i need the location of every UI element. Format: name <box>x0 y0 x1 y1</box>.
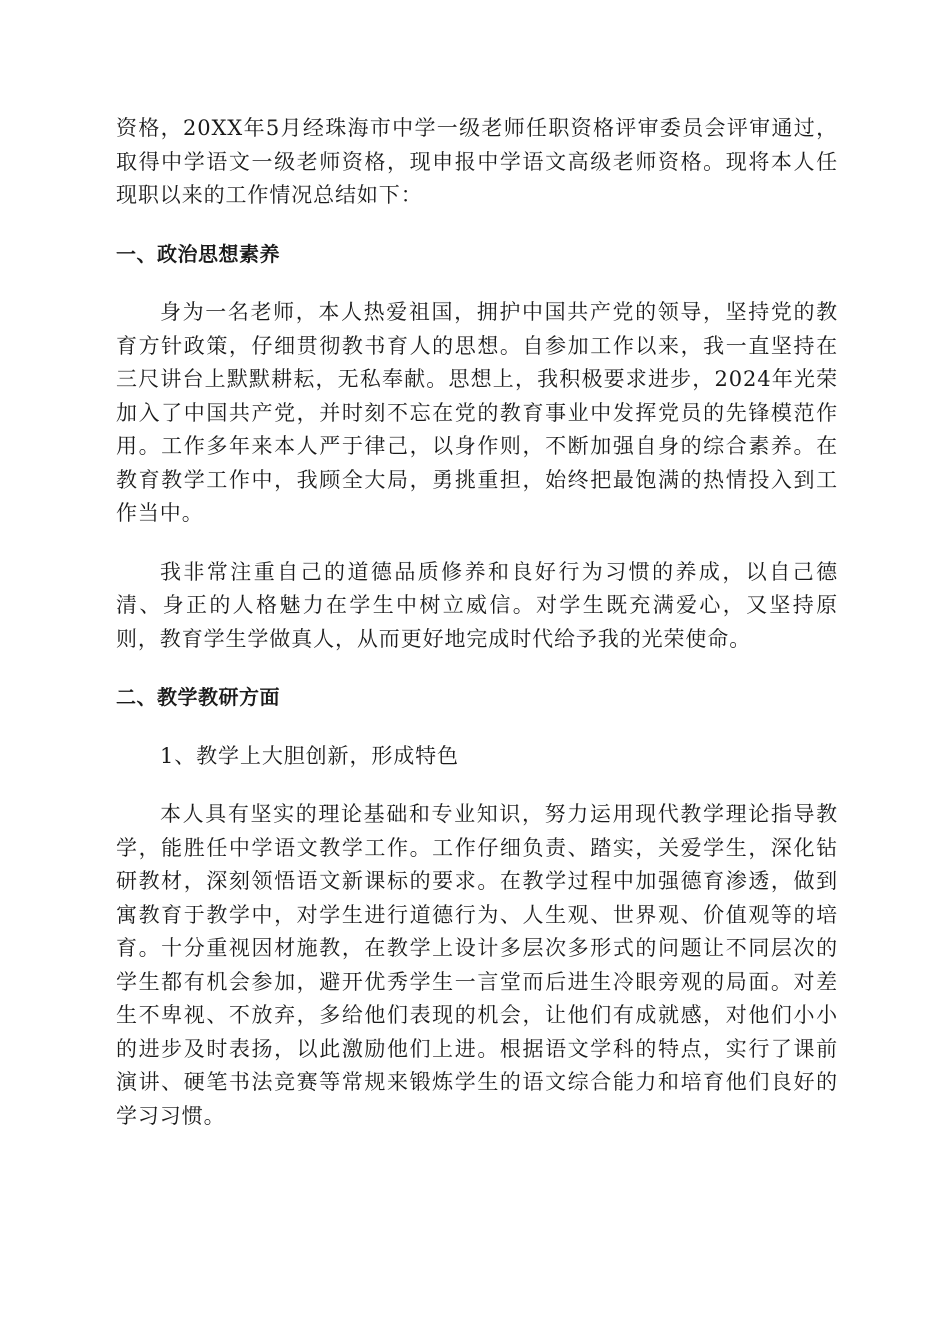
document-body <box>116 112 838 1133</box>
intro-paragraph: 资格，20XX年5月经珠海市中学一级老师任职资格评审委员会评审通过，取得中学语文一级老师资格，现申报中学语文高级老师资格。现将本人任现职以来的工作情况总结如下： <box>116 116 838 207</box>
paragraph-political-2: 我非常注重自己的道德品质修养和良好行为习惯的养成，以自己德清、身正的人格魅力在学生中树立威信。对学生既充满爱心，又坚持原则，教育学生学做真人，从而更好地完成时代给予我的光荣使命。 <box>116 559 838 651</box>
paragraph-political-1: 身为一名老师，本人热爱祖国，拥护中国共产党的领导，坚持党的教育方针政策，仔细贯彻教书育人的思想。自参加工作以来，我一直坚持在三尺讲台上默默耕耘，无私奉献。思想上，我积极要求进步，2024年光荣加入了中国共产党，并时刻不忘在党的教育事业中发挥党员的先锋模范作用。工作多年来本人严于律己，以身作则，不断加强自身的综合素养。在教育教学工作中，我顾全大局，勇挑重担，始终把最饱满的热情投入到工作当中。 <box>116 300 838 525</box>
section-heading-political: 一、政治思想素养 <box>116 241 280 266</box>
paragraph-teaching-1: 本人具有坚实的理论基础和专业知识，努力运用现代教学理论指导教学，能胜任中学语文教学工作。工作仔细负责、踏实，关爱学生，深化钻研教材，深刻领悟语文新课标的要求。在教学过程中加强德育渗透，做到寓教育于教学中，对学生进行道德行为、人生观、世界观、价值观等的培育。十分重视因材施教，在教学上设计多层次多形式的问题让不同层次的学生都有机会参加，避开优秀学生一言堂而后进生冷眼旁观的局面。对差生不卑视、不放弃，多给他们表现的机会，让他们有成就感，对他们小小的进步及时表扬，以此激励他们上进。根据语文学科的特点，实行了课前演讲、硬笔书法竞赛等常规来锻炼学生的语文综合能力和培育他们良好的学习习惯。 <box>116 802 838 1128</box>
subsection-heading-innovation: 1、教学上大胆创新，形成特色 <box>160 743 459 768</box>
section-heading-teaching: 二、教学教研方面 <box>116 685 280 709</box>
